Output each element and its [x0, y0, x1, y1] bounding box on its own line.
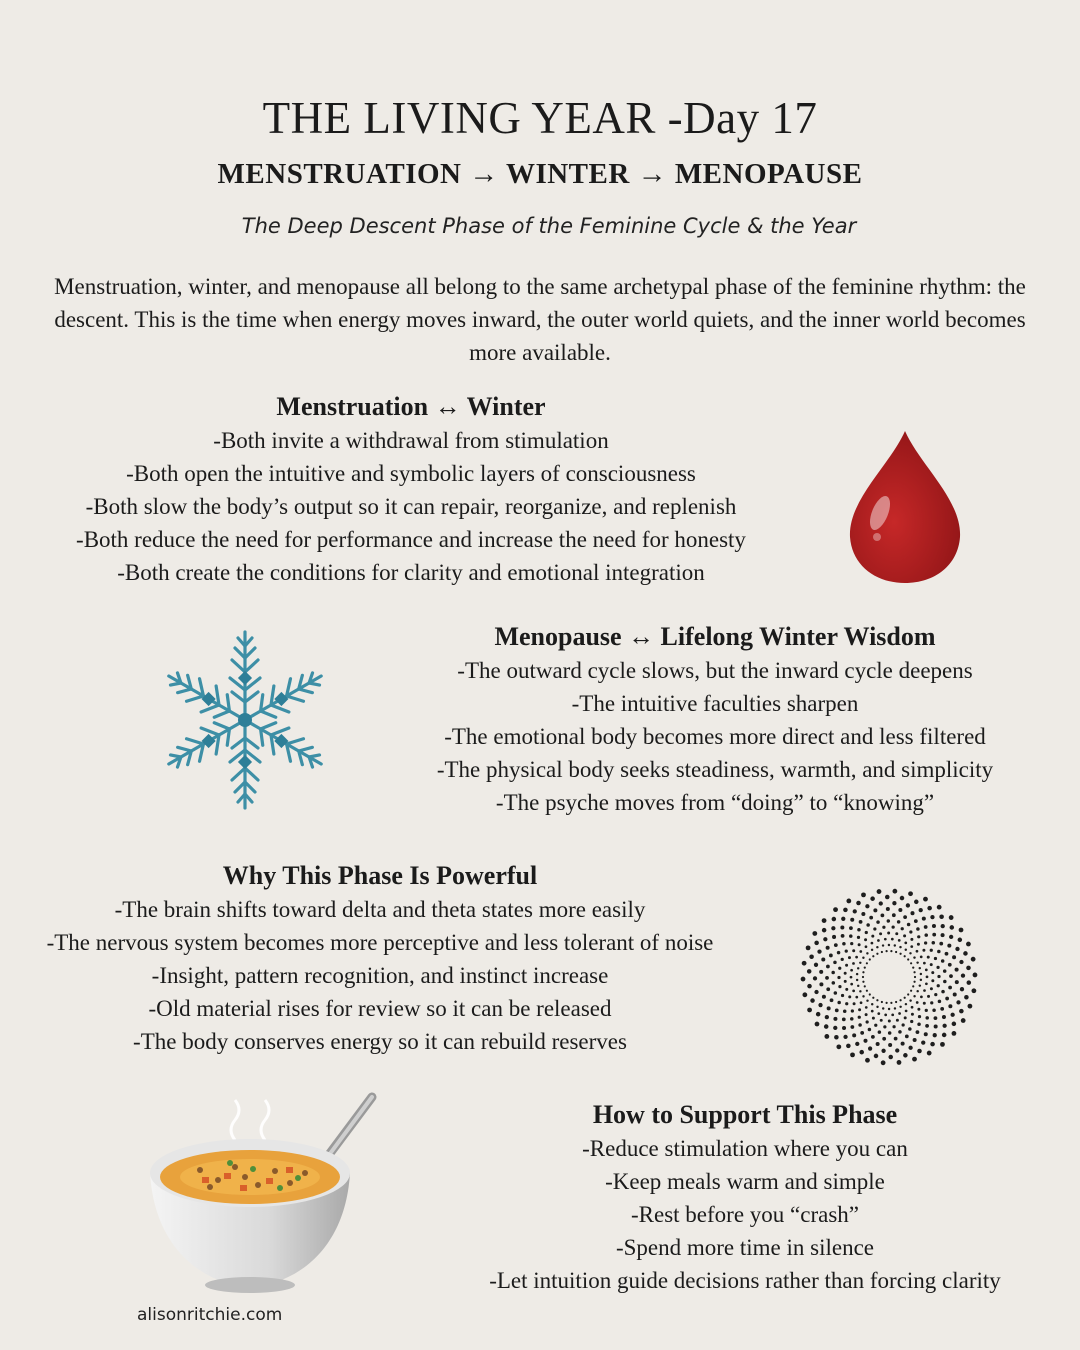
list-item: -The nervous system becomes more perceptive and less tolerant of noise	[46, 930, 714, 955]
list-item: -Old material rises for review so it can be released	[148, 996, 612, 1021]
list-item: -Let intuition guide decisions rather than forcing clarity	[489, 1268, 1001, 1293]
section-why-powerful	[0, 859, 760, 1058]
section-heading: Why This Phase Is Powerful	[222, 861, 538, 890]
section-list	[450, 1132, 1040, 1297]
section-list	[0, 893, 760, 1058]
list-item: -Both reduce the need for performance and increase the need for honesty	[76, 527, 746, 552]
page-title: THE LIVING YEAR -Day 17	[262, 93, 818, 143]
list-item: -Spend more time in silence	[615, 1235, 875, 1260]
list-item: -Both open the intuitive and symbolic layers of consciousness	[126, 461, 696, 486]
list-item: -The brain shifts toward delta and theta states more easily	[114, 897, 646, 922]
list-item: -Keep meals warm and simple	[605, 1169, 885, 1194]
list-item: -The physical body seeks steadiness, warmth, and simplicity	[436, 757, 994, 782]
section-list	[0, 424, 822, 589]
list-item: -The intuitive faculties sharpen	[571, 691, 859, 716]
list-item: -Both create the conditions for clarity and emotional integration	[117, 560, 705, 585]
list-item: -The body conserves energy so it can rebuild reserves	[133, 1029, 627, 1054]
list-item: -Reduce stimulation where you can	[582, 1136, 908, 1161]
list-item: -Rest before you “crash”	[631, 1202, 859, 1227]
section-menopause-wisdom	[410, 620, 1020, 819]
list-item: -The outward cycle slows, but the inward cycle deepens	[457, 658, 973, 683]
blood-drop-icon	[840, 425, 970, 590]
list-item: -Both slow the body’s output so it can repair, reorganize, and replenish	[85, 494, 737, 519]
list-item: -The psyche moves from “doing” to “knowing”	[495, 790, 935, 815]
snowflake-icon	[150, 625, 340, 815]
section-how-to-support	[450, 1098, 1040, 1297]
section-heading: How to Support This Phase	[592, 1100, 898, 1129]
list-item: -Insight, pattern recognition, and instinct increase	[151, 963, 609, 988]
list-item: -Both invite a withdrawal from stimulation	[213, 428, 609, 453]
soup-bowl-icon	[140, 1085, 390, 1300]
page-tagline: The Deep Descent Phase of the Feminine Cycle & the Year	[241, 214, 857, 238]
section-heading: Menopause ↔ Lifelong Winter Wisdom	[494, 622, 936, 651]
section-heading: Menstruation ↔ Winter	[276, 392, 546, 421]
section-menstruation-winter	[0, 390, 822, 589]
section-list	[410, 654, 1020, 819]
page-subtitle: MENSTRUATION → WINTER → MENOPAUSE	[217, 158, 863, 190]
dotted-spiral-icon	[800, 888, 978, 1066]
footer-website: alisonritchie.com	[137, 1305, 283, 1325]
intro-paragraph: Menstruation, winter, and menopause all belong to the same archetypal phase of the feminine rhythm: the descent. This is the time when energy moves inward, the outer world quiets, and the inner world becomes more available.	[54, 274, 1026, 365]
list-item: -The emotional body becomes more direct and less filtered	[444, 724, 986, 749]
